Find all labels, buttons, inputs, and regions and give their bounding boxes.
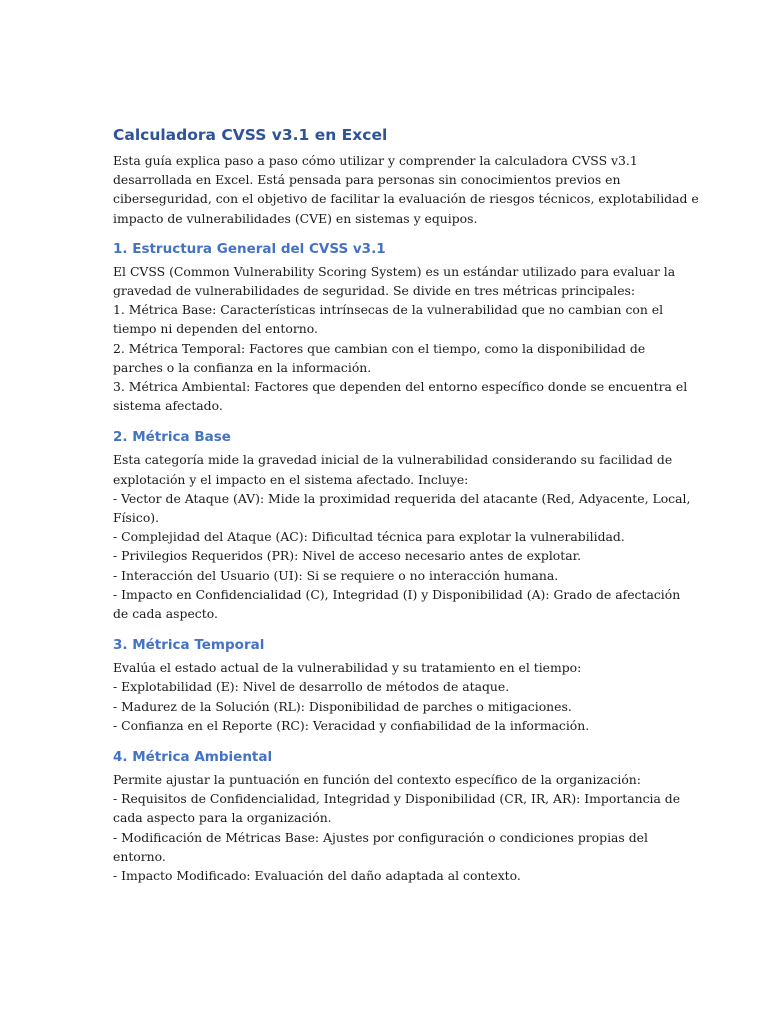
- section-heading: 1. Estructura General del CVSS v3.1: [113, 240, 386, 257]
- body-line: 3. Métrica Ambiental: Factores que dependen del entorno específico donde se encuentra el: [113, 379, 688, 395]
- document-title: Calculadora CVSS v3.1 en Excel: [113, 126, 388, 144]
- section-body: [113, 450, 691, 623]
- section-metrica-temporal: [113, 633, 661, 735]
- body-line: gravedad de vulnerabilidades de seguridad. Se divide en tres métricas principales:: [113, 283, 636, 299]
- intro-line: Esta guía explica paso a paso cómo utilizar y comprender la calculadora CVSS v3.1: [113, 153, 638, 168]
- intro-line: impacto de vulnerabilidades (CVE) en sistemas y equipos.: [113, 210, 478, 226]
- section-body: [113, 770, 681, 885]
- body-line: Esta categoría mide la gravedad inicial de la vulnerabilidad considerando su facilidad de: [113, 452, 673, 468]
- section-body: [113, 658, 661, 735]
- body-line: - Modificación de Métricas Base: Ajustes por configuración o condiciones propias del: [113, 829, 648, 845]
- body-line: Físico).: [113, 510, 160, 526]
- document-page: [113, 122, 699, 885]
- intro-paragraph: [113, 151, 699, 228]
- body-line: 1. Métrica Base: Características intrínsecas de la vulnerabilidad que no cambian con el: [113, 302, 664, 318]
- body-line: - Impacto en Confidencialidad (C), Integridad (I) y Disponibilidad (A): Grado de afectación: [113, 586, 681, 602]
- section-body: [113, 262, 688, 416]
- body-line: sistema afectado.: [113, 398, 223, 414]
- intro-line: desarrollada en Excel. Está pensada para personas sin conocimientos previos en: [113, 172, 621, 188]
- body-line: - Complejidad del Ataque (AC): Dificultad técnica para explotar la vulnerabilidad.: [113, 529, 625, 545]
- section-heading: 4. Métrica Ambiental: [113, 749, 273, 766]
- body-line: - Impacto Modificado: Evaluación del daño adaptada al contexto.: [113, 868, 521, 884]
- body-line: - Explotabilidad (E): Nivel de desarrollo de métodos de ataque.: [113, 679, 510, 695]
- body-line: explotación y el impacto en el sistema afectado. Incluye:: [113, 471, 469, 487]
- body-line: - Confianza en el Reporte (RC): Veracidad y confiabilidad de la información.: [113, 717, 590, 733]
- section-heading: 2. Métrica Base: [113, 429, 231, 446]
- body-line: de cada aspecto.: [113, 606, 218, 622]
- body-line: - Madurez de la Solución (RL): Disponibilidad de parches o mitigaciones.: [113, 698, 572, 714]
- body-line: entorno.: [113, 848, 166, 864]
- section-estructura-general: [113, 237, 688, 416]
- body-line: parches o la confianza en la información.: [113, 359, 372, 375]
- body-line: El CVSS (Common Vulnerability Scoring System) es un estándar utilizado para evaluar la: [113, 263, 676, 279]
- body-line: - Requisitos de Confidencialidad, Integridad y Disponibilidad (CR, IR, AR): Importancia de: [113, 791, 681, 807]
- body-line: 2. Métrica Temporal: Factores que cambian con el tiempo, como la disponibilidad de: [113, 340, 646, 356]
- body-line: - Interacción del Usuario (UI): Si se requiere o no interacción humana.: [113, 567, 559, 583]
- body-line: Permite ajustar la puntuación en función del contexto específico de la organización:: [113, 772, 641, 788]
- body-line: cada aspecto para la organización.: [113, 810, 332, 826]
- body-line: - Privilegios Requeridos (PR): Nivel de acceso necesario antes de explotar.: [113, 548, 582, 564]
- intro-line: ciberseguridad, con el objetivo de facilitar la evaluación de riesgos técnicos, explotabilidad e: [113, 191, 699, 207]
- section-heading: 3. Métrica Temporal: [113, 637, 265, 654]
- body-line: Evalúa el estado actual de la vulnerabilidad y su tratamiento en el tiempo:: [113, 660, 582, 676]
- section-metrica-ambiental: [113, 745, 681, 885]
- body-line: - Vector de Ataque (AV): Mide la proximidad requerida del atacante (Red, Adyacente, Local,: [113, 490, 691, 506]
- body-line: tiempo ni dependen del entorno.: [113, 321, 318, 337]
- section-metrica-base: [113, 425, 691, 623]
